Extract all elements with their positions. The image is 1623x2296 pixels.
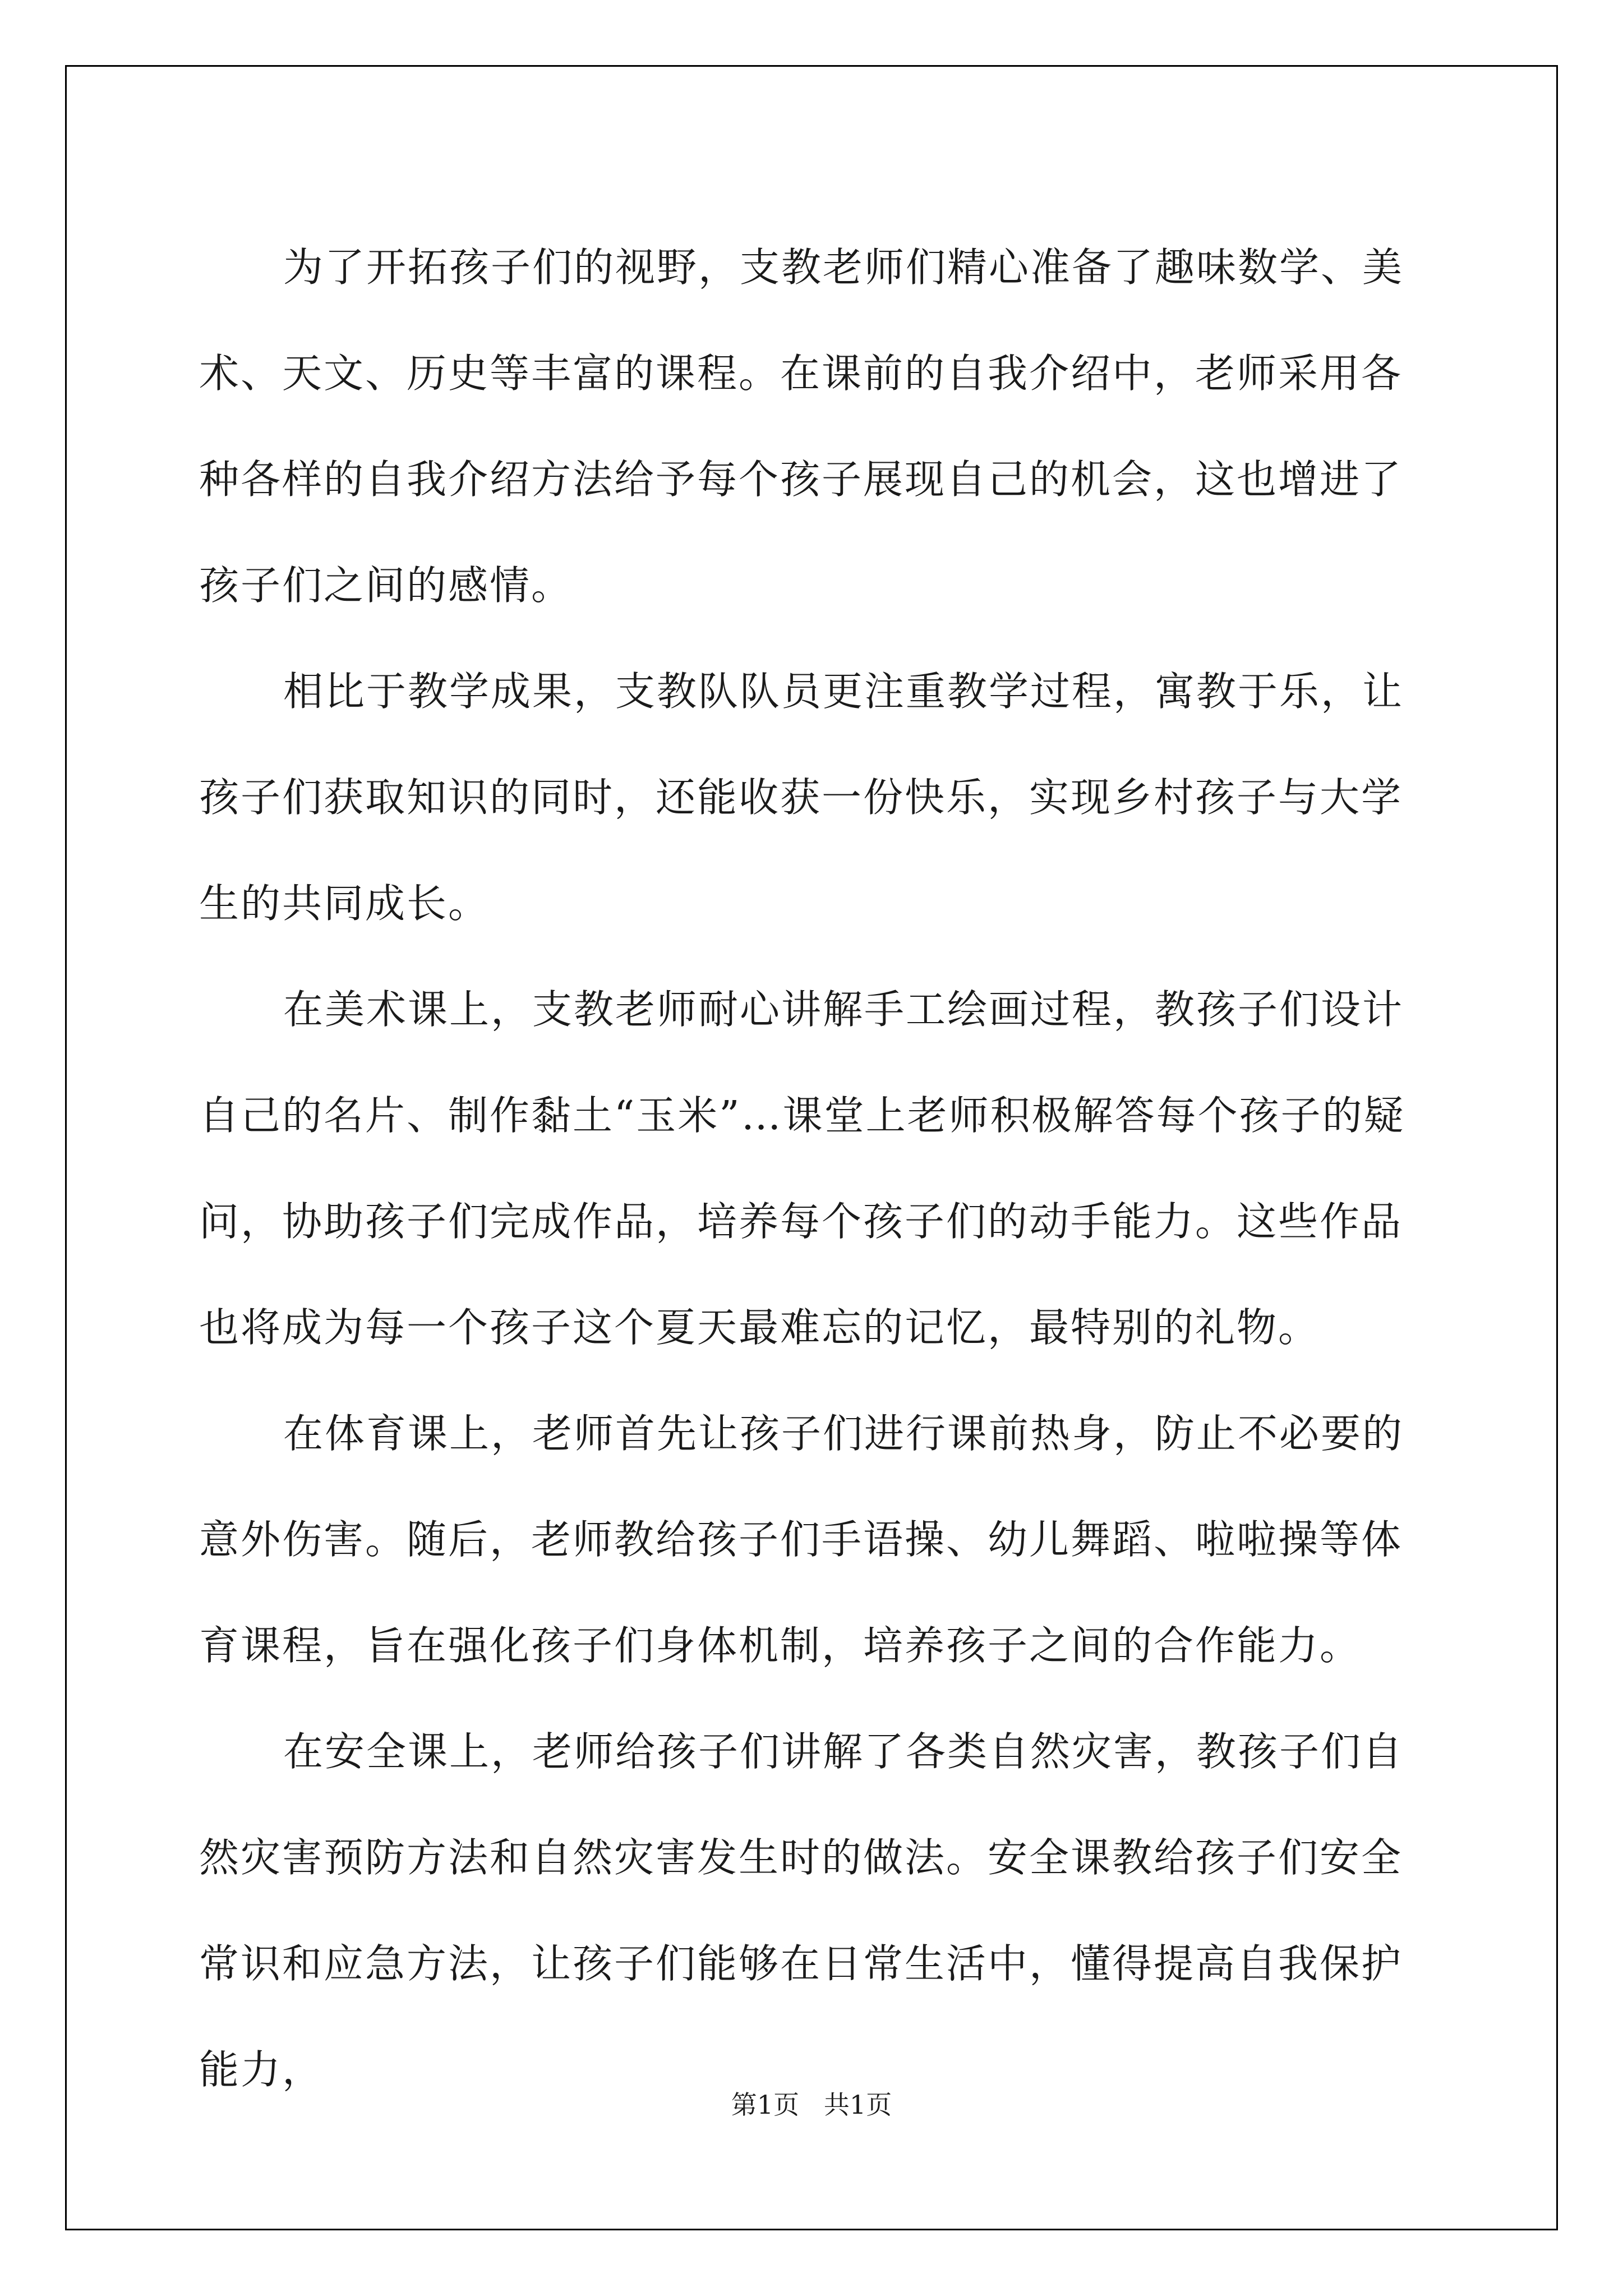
document-body <box>199 214 1436 2123</box>
paragraph-courses-intro: 为了开拓孩子们的视野，支教老师们精心准备了趣味数学、美术、天文、历史等丰富的课程。在课前的自我介绍中，老师采用各种各样的自我介绍方法给予每个孩子展现自己的机会，这也增进了孩子们之间的感情。 <box>199 244 1404 609</box>
page-footer: 第1页 共1页 <box>731 2090 892 2120</box>
paragraph-art-class: 在美术课上，支教老师耐心讲解手工绘画过程，教孩子们设计自己的名片、制作黏土“玉米”…课堂上老师积极解答每个孩子的疑问，协助孩子们完成作品，培养每个孩子们的动手能力。这些作品也将成为每一个孩子这个夏天最难忘的记忆，最特别的礼物。 <box>199 986 1405 1351</box>
paragraph-teaching-process: 相比于教学成果，支教队队员更注重教学过程，寓教于乐，让孩子们获取知识的同时，还能收获一份快乐，实现乡村孩子与大学生的共同成长。 <box>199 668 1404 927</box>
paragraph-pe-class: 在体育课上，老师首先让孩子们进行课前热身，防止不必要的意外伤害。随后，老师教给孩子们手语操、幼儿舞蹈、啦啦操等体育课程，旨在强化孩子们身体机制，培养孩子之间的合作能力。 <box>199 1410 1404 1669</box>
paragraph-safety-class: 在安全课上，老师给孩子们讲解了各类自然灾害，教孩子们自然灾害预防方法和自然灾害发生时的做法。安全课教给孩子们安全常识和应急方法，让孩子们能够在日常生活中，懂得提高自我保护能力， <box>199 1728 1404 2093</box>
